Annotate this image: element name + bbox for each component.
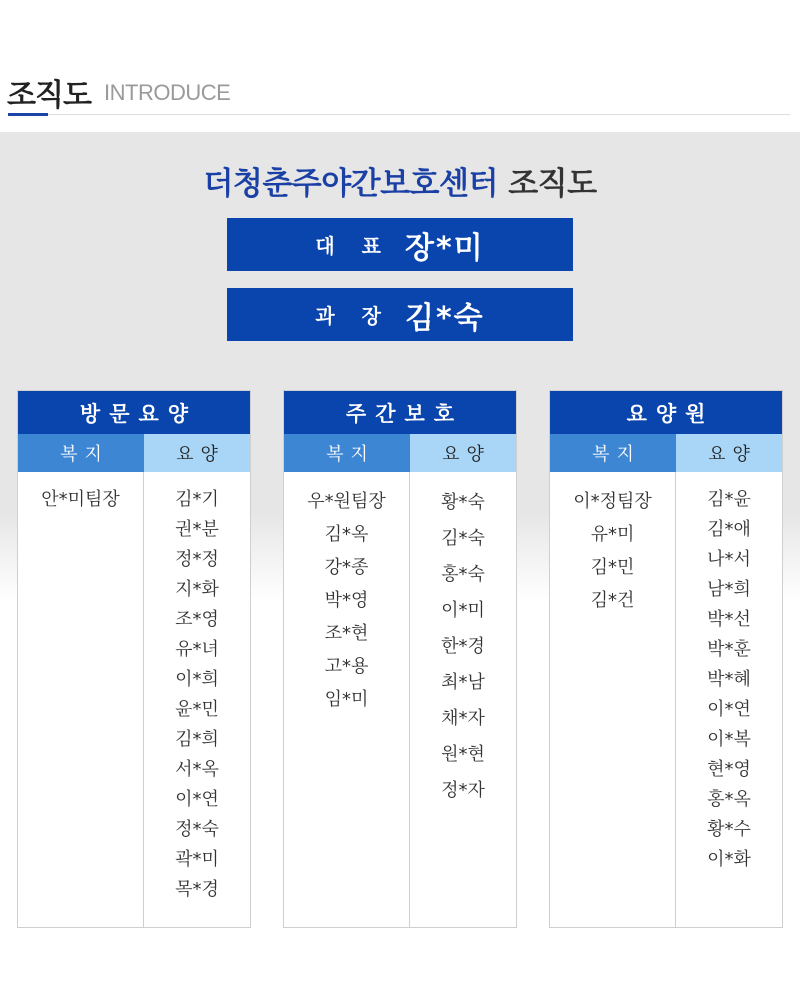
section-header	[0, 0, 800, 132]
welfare-list	[18, 472, 144, 927]
dept-title: 방문요양	[18, 391, 250, 434]
staff-name: 김*숙	[441, 528, 485, 549]
staff-name: 유*미	[590, 524, 635, 545]
staff-name: 박*혜	[707, 669, 751, 690]
staff-name: 김*민	[590, 557, 635, 578]
staff-name: 강*종	[324, 557, 369, 578]
staff-name: 홍*숙	[441, 564, 485, 585]
staff-name: 서*옥	[175, 759, 219, 780]
care-header: 요양	[676, 434, 782, 472]
staff-name: 정*정	[175, 549, 219, 570]
staff-name: 안*미팀장	[41, 489, 120, 510]
staff-name: 박*영	[324, 590, 369, 611]
org-title-suffix: 조직도	[508, 166, 597, 202]
staff-name: 이*복	[707, 729, 751, 750]
staff-name: 남*희	[707, 579, 751, 600]
manager-role: 과 장	[315, 304, 391, 328]
staff-name: 목*경	[175, 879, 219, 900]
staff-name: 김*윤	[707, 489, 751, 510]
staff-name: 윤*민	[175, 699, 219, 720]
dept-home-care	[17, 390, 251, 928]
welfare-header: 복지	[284, 434, 410, 472]
care-list	[144, 472, 250, 927]
staff-name: 우*원팀장	[307, 491, 386, 512]
staff-name: 박*선	[707, 609, 751, 630]
staff-name: 박*훈	[707, 639, 751, 660]
staff-name: 황*수	[707, 819, 751, 840]
staff-name: 곽*미	[175, 849, 219, 870]
care-header: 요양	[410, 434, 516, 472]
staff-name: 권*분	[175, 519, 219, 540]
ceo-box	[227, 218, 573, 271]
staff-name: 김*옥	[324, 524, 369, 545]
welfare-list	[550, 472, 676, 927]
care-list	[676, 472, 782, 927]
header-accent-bar	[8, 113, 48, 116]
staff-name: 황*숙	[441, 492, 485, 513]
staff-name: 유*녀	[175, 639, 219, 660]
staff-name: 원*현	[441, 744, 485, 765]
welfare-header: 복지	[550, 434, 676, 472]
care-list	[410, 472, 516, 927]
center-name: 더청춘주야간보호센터	[203, 166, 498, 202]
staff-name: 이*미	[441, 600, 485, 621]
manager-name: 김*숙	[404, 300, 485, 336]
staff-name: 정*자	[441, 780, 485, 801]
staff-name: 최*남	[441, 672, 485, 693]
care-header: 요양	[144, 434, 250, 472]
header-divider	[8, 114, 790, 115]
org-chart-title	[0, 158, 800, 203]
staff-name: 김*희	[175, 729, 219, 750]
staff-name: 김*기	[175, 489, 219, 510]
section-title: 조직도	[7, 78, 91, 113]
welfare-list	[284, 472, 410, 927]
staff-name: 이*화	[707, 849, 751, 870]
staff-name: 김*애	[707, 519, 751, 540]
staff-name: 임*미	[324, 689, 369, 710]
dept-title: 주간보호	[284, 391, 516, 434]
dept-nursing-home	[549, 390, 783, 928]
staff-name: 채*자	[441, 708, 485, 729]
section-subtitle: INTRODUCE	[104, 80, 231, 105]
manager-box	[227, 288, 573, 341]
staff-name: 현*영	[707, 759, 751, 780]
staff-name: 김*건	[590, 590, 635, 611]
dept-title: 요양원	[550, 391, 782, 434]
welfare-header: 복지	[18, 434, 144, 472]
dept-day-care	[283, 390, 517, 928]
staff-name: 고*용	[324, 656, 369, 677]
staff-name: 이*정팀장	[573, 491, 652, 512]
staff-name: 지*화	[175, 579, 219, 600]
ceo-role: 대 표	[315, 234, 391, 258]
staff-name: 나*서	[707, 549, 751, 570]
staff-name: 조*현	[324, 623, 369, 644]
staff-name: 이*연	[175, 789, 219, 810]
ceo-name: 장*미	[404, 230, 485, 266]
staff-name: 홍*옥	[707, 789, 751, 810]
staff-name: 이*희	[175, 669, 219, 690]
staff-name: 조*영	[175, 609, 219, 630]
staff-name: 한*경	[441, 636, 485, 657]
staff-name: 정*숙	[175, 819, 219, 840]
staff-name: 이*연	[707, 699, 751, 720]
